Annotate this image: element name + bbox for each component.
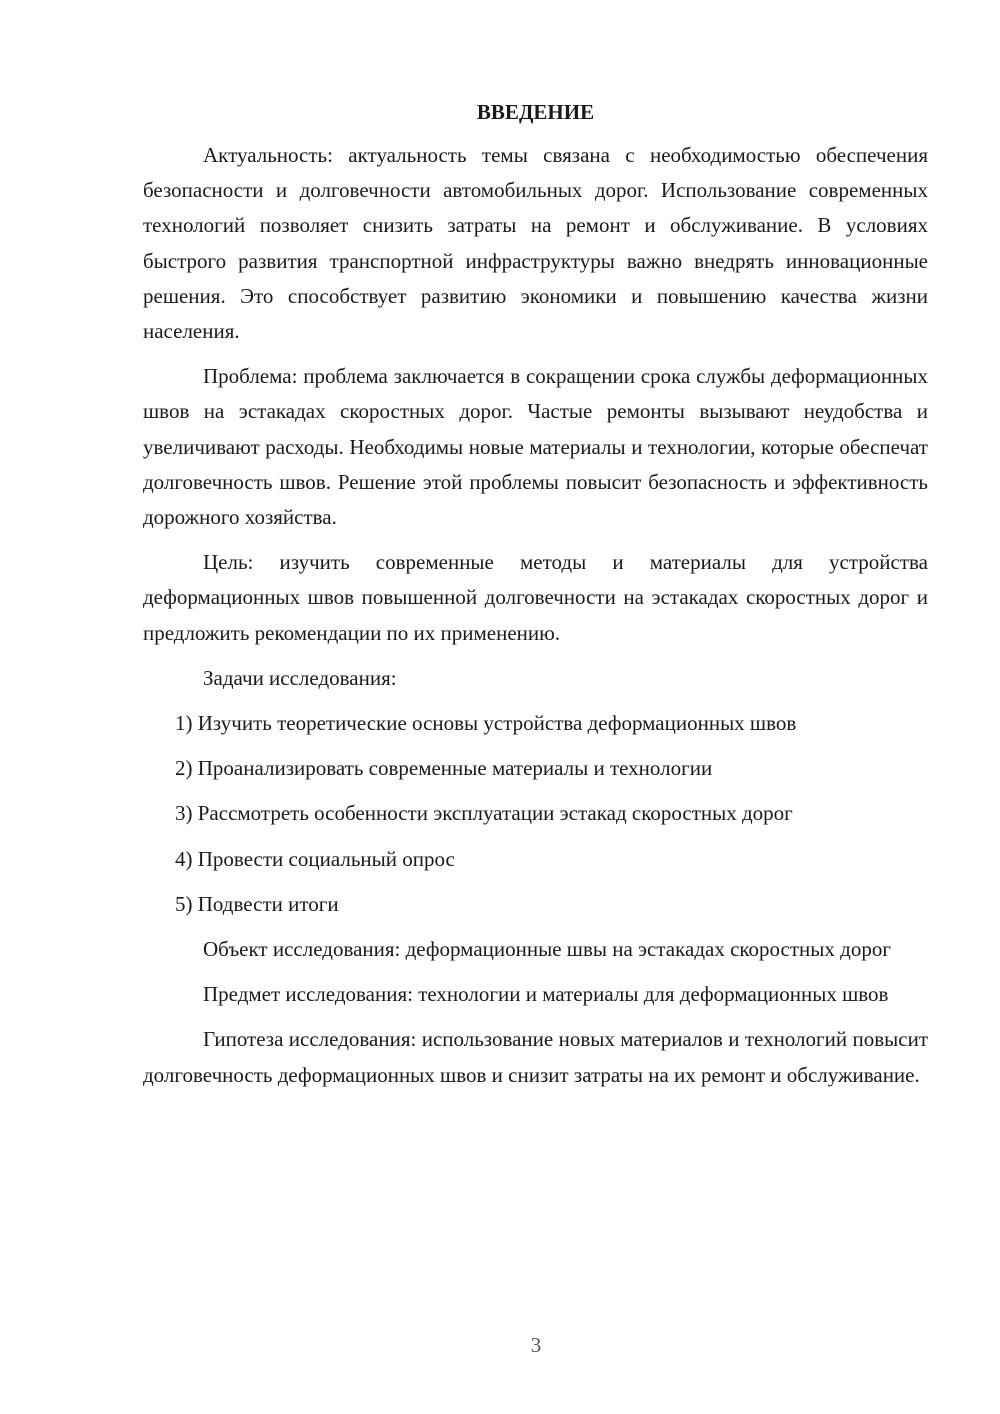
task-list [143, 706, 928, 922]
task-item-2: 2) Проанализировать современные материалы и технологии [175, 756, 713, 781]
task-item-3: 3) Рассмотреть особенности эксплуатации эстакад скоростных дорог [175, 801, 793, 826]
document-page [143, 96, 928, 1103]
task-item-5: 5) Подвести итоги [175, 891, 339, 916]
relevance-paragraph: Актуальность: актуальность темы связана с необходимостью обеспечения безопасности и долговечности автомобильных дорог. Использование современных технологий позволяет снизить затраты на ремонт и обслуживание. В условиях быстрого развития транспортной инфраструктуры важно внедрять инновационные решения. Это способствует развитию экономики и повышению качества жизни населения. [143, 143, 928, 344]
problem-paragraph: Проблема: проблема заключается в сокращении срока службы деформационных швов на эстакадах скоростных дорог. Частые ремонты вызывают неудобства и увеличивают расходы. Необходимы новые материалы и технологии, которые обеспечат долговечность швов. Решение этой проблемы повысит безопасность и эффективность дорожного хозяйства. [143, 364, 928, 530]
subject-paragraph: Предмет исследования: технологии и материалы для деформационных швов [203, 982, 889, 1007]
section-title: ВВЕДЕНИЕ [476, 100, 595, 124]
tasks-heading: Задачи исследования: [203, 665, 397, 690]
goal-paragraph: Цель: изучить современные методы и материалы для устройства деформационных швов повышенной долговечности на эстакадах скоростных дорог и предложить рекомендации по их применению. [143, 550, 928, 645]
object-paragraph: Объект исследования: деформационные швы на эстакадах скоростных дорог [203, 937, 891, 962]
hypothesis-paragraph: Гипотеза исследования: использование новых материалов и технологий повысит долговечность деформационных швов и снизит затраты на их ремонт и обслуживание. [143, 1027, 928, 1087]
page-number: 3 [530, 1333, 542, 1357]
task-item-1: 1) Изучить теоретические основы устройства деформационных швов [175, 711, 797, 736]
task-item-4: 4) Провести социальный опрос [175, 846, 455, 871]
